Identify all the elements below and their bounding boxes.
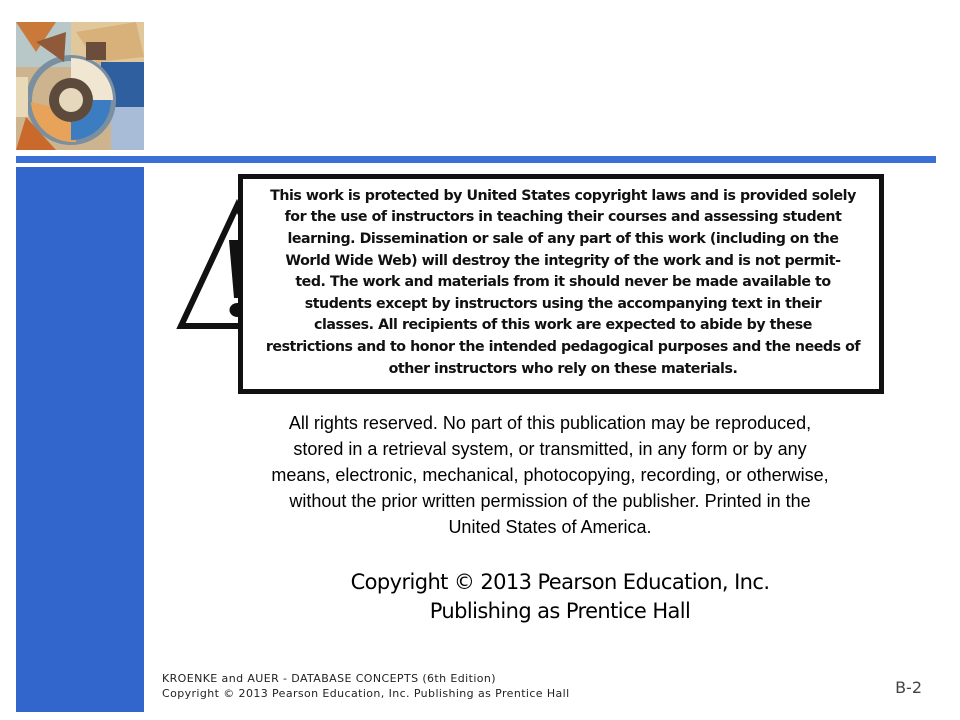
rights-line: stored in a retrieval system, or transmitted, in any form or by any (293, 439, 807, 459)
notice-line: students except by instructors using the accompanying text in their (304, 295, 822, 312)
side-panel (16, 167, 144, 712)
notice-line: World Wide Web) will destroy the integrity of the work and is not permit- (285, 252, 841, 269)
rights-line: without the prior written permission of the publisher. Printed in the (289, 491, 811, 511)
notice-box (238, 174, 884, 394)
notice-line: This work is protected by United States copyright laws and is provided solely (270, 187, 856, 204)
notice-line: other instructors who rely on these materials. (388, 360, 738, 377)
notice-line: restrictions and to honor the intended pedagogical purposes and the needs of (265, 338, 861, 355)
footer-title: KROENKE and AUER - DATABASE CONCEPTS (6th Edition) (162, 672, 496, 685)
footer-copyright: Copyright © 2013 Pearson Education, Inc. Publishing as Prentice Hall (162, 687, 570, 700)
notice-line: learning. Dissemination or sale of any part of this work (including on the (287, 231, 839, 248)
notice-line: for the use of instructors in teaching their courses and assessing student (284, 209, 842, 226)
slide-number: B-2 (895, 678, 922, 697)
rights-line: United States of America. (448, 517, 652, 537)
slide-footer (162, 671, 682, 701)
rights-reserved-text (200, 410, 900, 540)
notice-text (266, 186, 860, 380)
notice-line: classes. All recipients of this work are expected to abide by these (314, 317, 812, 334)
rights-line: means, electronic, mechanical, photocopying, recording, or otherwise, (271, 465, 829, 485)
notice-line: ted. The work and materials from it should never be made available to (295, 274, 831, 291)
decorative-artwork (16, 22, 144, 150)
rights-line: All rights reserved. No part of this publication may be reproduced, (288, 413, 812, 433)
copyright-line: Copyright © 2013 Pearson Education, Inc. (350, 570, 770, 594)
publisher-line: Publishing as Prentice Hall (429, 599, 691, 623)
top-accent-bar (16, 156, 936, 163)
copyright-statement (260, 568, 860, 626)
copyright-notice-graphic (175, 168, 897, 400)
